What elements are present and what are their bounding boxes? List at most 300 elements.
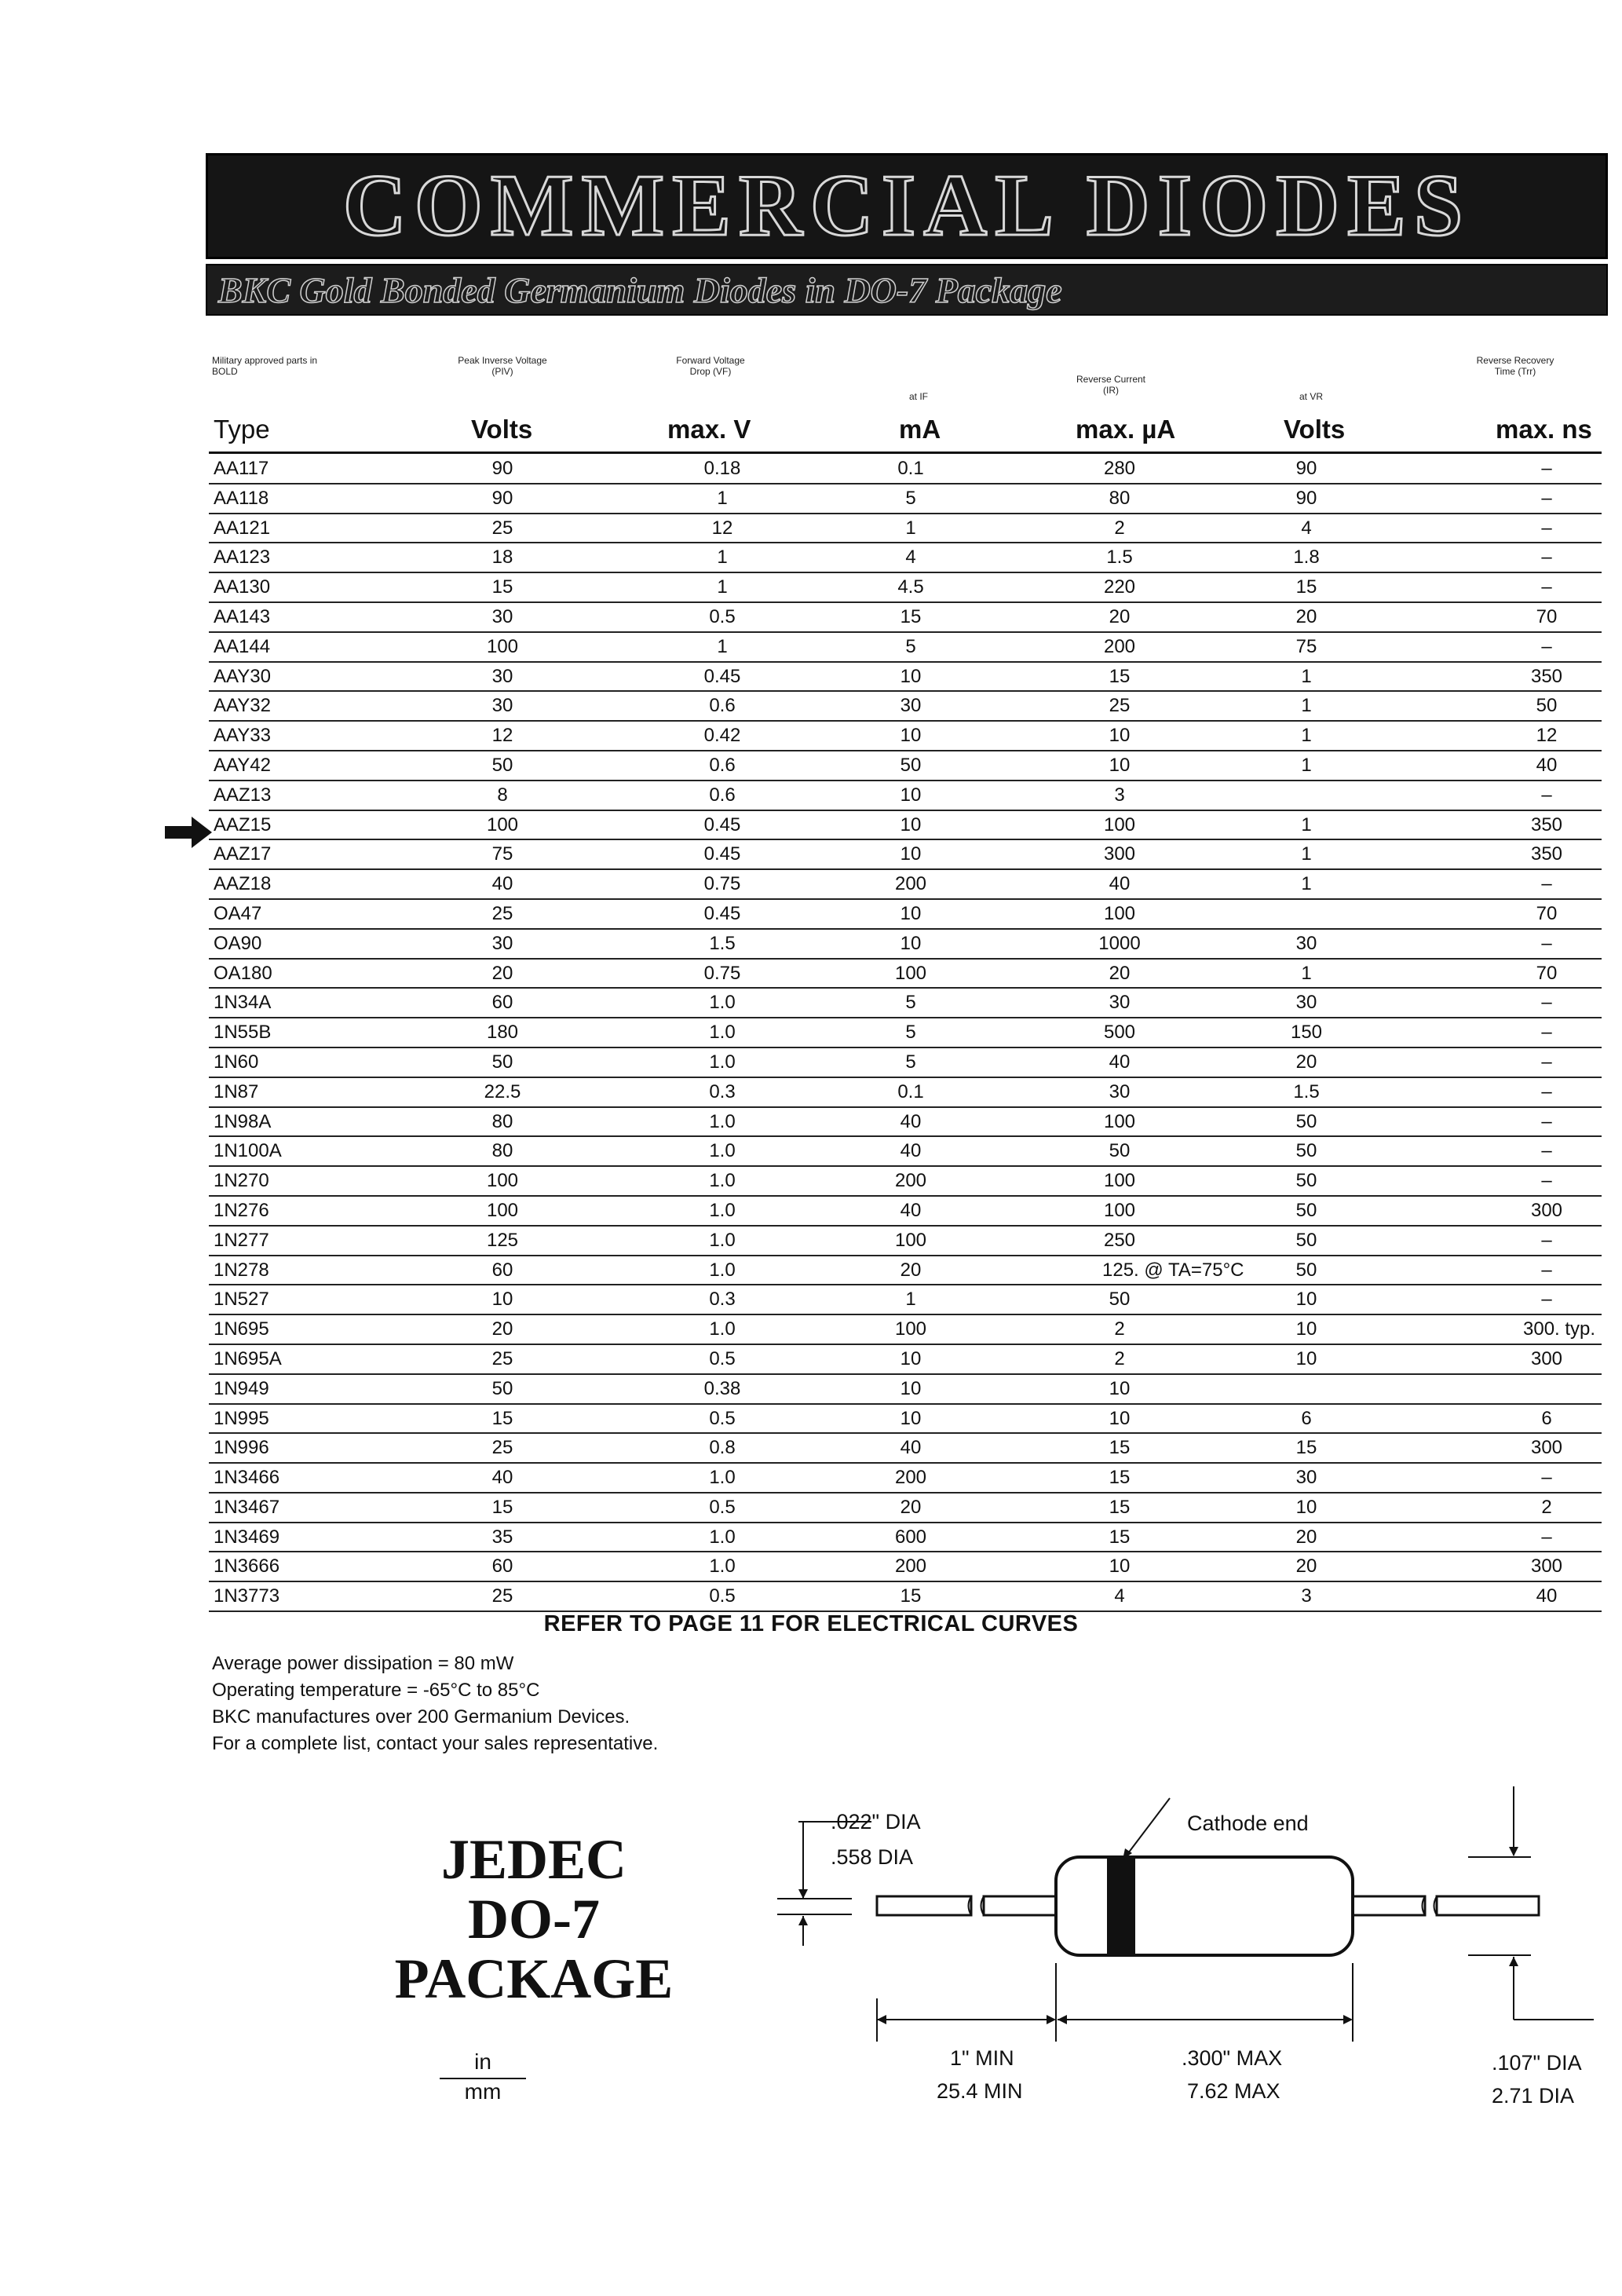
cell-vr: 50 [1295,1140,1317,1162]
cell-trr: 6 [1541,1407,1552,1429]
table-row [209,1256,1602,1286]
cell-type: 1N98A [214,1110,272,1132]
cell-trr: 12 [1536,725,1558,747]
cell-vf: 0.45 [703,902,741,924]
cell-vr: 20 [1295,605,1317,627]
table-row [209,543,1602,573]
cell-vf: 1.5 [709,932,736,954]
cell-trr: 40 [1536,1585,1558,1607]
cell-if: 0.1 [897,1080,924,1102]
cell-piv: 15 [491,1407,513,1429]
cell-vr: 10 [1295,1289,1317,1311]
cell-type: AAY42 [214,754,271,776]
cell-ir: 10 [1109,754,1131,776]
table-row [209,1582,1602,1612]
cell-vf: 0.5 [709,1585,736,1607]
table-row [209,573,1602,603]
cell-vr: 10 [1295,1496,1317,1518]
cell-vr: 150 [1290,1022,1323,1044]
cell-vr: 1 [1301,725,1312,747]
table-row [209,751,1602,781]
cell-ir: 280 [1103,458,1136,479]
cell-piv: 15 [491,576,513,598]
cell-piv: 125 [486,1229,519,1251]
cell-piv: 100 [486,1199,519,1221]
cell-trr: 70 [1536,962,1558,984]
cell-ir: 10 [1109,1377,1131,1399]
cell-vr: 1 [1301,813,1312,835]
package-line-jedec: JEDEC [440,1828,627,1891]
subtitle-banner [206,264,1608,316]
cell-if: 1 [905,517,916,539]
cell-piv: 25 [491,902,513,924]
cell-vf: 1.0 [709,1110,736,1132]
cell-trr: 40 [1536,754,1558,776]
cell-ir: 15 [1109,1467,1131,1489]
cell-trr: – [1541,487,1552,509]
dim-body-dia-mm: 2.71 DIA [1492,2084,1575,2108]
cell-vr: 30 [1295,932,1317,954]
table-row [209,989,1602,1018]
cell-vf: 0.5 [709,1407,736,1429]
cell-vf: 1.0 [709,1170,736,1192]
unit-trr: max. ns [1496,415,1592,444]
note-manufactures: BKC manufactures over 200 Germanium Devices. [212,1706,630,1727]
cell-vr: 75 [1295,635,1317,657]
cell-piv: 35 [491,1526,513,1548]
cell-trr: 350 [1530,813,1563,835]
cell-ir: 2 [1114,517,1125,539]
cell-trr: – [1541,1080,1552,1102]
table-row [209,663,1602,693]
cell-piv: 12 [491,725,513,747]
cell-type: 1N60 [214,1051,259,1073]
cell-ir: 10 [1109,1407,1131,1429]
cell-vr: 1.8 [1293,547,1320,569]
title-banner [206,153,1608,259]
cell-type: 1N278 [214,1259,269,1281]
banner-title: COMMERCIAL DIODES [342,157,1471,254]
cell-vf: 0.75 [703,962,741,984]
cell-piv: 22.5 [484,1080,521,1102]
cell-trr: 350 [1530,843,1563,865]
cell-if: 10 [900,843,922,865]
cell-if: 1 [905,1289,916,1311]
cell-vf: 0.6 [709,754,736,776]
cell-type: AAY32 [214,695,271,717]
cell-type: 1N34A [214,992,272,1014]
cell-vf: 0.5 [709,1347,736,1369]
cell-vr: 1 [1301,754,1312,776]
dim-body-dia-in: .107" DIA [1492,2051,1582,2075]
cell-vr: 1 [1301,843,1312,865]
cell-vf: 0.45 [703,843,741,865]
cell-trr: – [1541,458,1552,479]
cell-ir: 25 [1109,695,1131,717]
cell-type: OA180 [214,962,272,984]
cell-type: 1N3666 [214,1556,280,1578]
cell-piv: 90 [491,458,513,479]
cell-vr: 50 [1295,1170,1317,1192]
unit-type: Type [214,415,270,444]
cell-piv: 25 [491,1585,513,1607]
package-title [338,1830,730,2009]
table-row [209,1523,1602,1553]
table-row [209,692,1602,722]
package-line-package: PACKAGE [394,1947,674,2010]
cell-vr: 10 [1295,1318,1317,1340]
cell-vf: 1.0 [709,1051,736,1073]
cell-type: OA47 [214,902,262,924]
cell-if: 100 [894,1229,927,1251]
cell-vf: 1.0 [709,1467,736,1489]
cell-piv: 75 [491,843,513,865]
cell-vr: 50 [1295,1110,1317,1132]
cell-if: 15 [900,605,922,627]
unit-vf: max. V [667,415,751,444]
cell-if: 40 [900,1199,922,1221]
cell-ir: 3 [1114,784,1125,806]
cell-vf: 1.0 [709,1229,736,1251]
cell-vf: 1 [717,487,728,509]
cell-vr: 20 [1295,1051,1317,1073]
table-row [209,1493,1602,1523]
dim-lead-len-in: 1" MIN [950,2046,1014,2070]
cell-vf: 1.0 [709,1199,736,1221]
cell-piv: 90 [491,487,513,509]
unit-legend [440,2049,526,2104]
cell-vf: 0.45 [703,665,741,687]
table-row [209,1315,1602,1345]
cell-ir: 100 [1103,902,1136,924]
dim-lead-dia-in: .022" DIA [831,1810,921,1834]
cell-ir: 50 [1109,1140,1131,1162]
cell-if: 30 [900,695,922,717]
cell-ir: 300 [1103,843,1136,865]
table-row [209,1197,1602,1227]
cell-piv: 50 [491,754,513,776]
cell-piv: 100 [486,1170,519,1192]
cell-vf: 1.0 [709,1022,736,1044]
cell-vf: 1 [717,576,728,598]
cell-vf: 1 [717,635,728,657]
cell-type: 1N695 [214,1318,269,1340]
cell-piv: 100 [486,813,519,835]
cell-vf: 0.6 [709,695,736,717]
table-row [209,1345,1602,1375]
cell-vf: 0.18 [703,458,741,479]
cell-type: 1N87 [214,1080,259,1102]
cell-trr: – [1541,1022,1552,1044]
cell-if: 5 [905,1022,916,1044]
dim-lead-dia-mm: .558 DIA [831,1845,914,1869]
cell-trr: – [1541,1229,1552,1251]
cell-trr: 300 [1530,1347,1563,1369]
cell-if: 5 [905,992,916,1014]
unit-if: mA [899,415,941,444]
cell-vf: 0.3 [709,1080,736,1102]
cell-type: 1N3469 [214,1526,280,1548]
cell-trr: 2 [1541,1496,1552,1518]
cell-vr: 90 [1295,458,1317,479]
table-row [209,870,1602,900]
cell-if: 10 [900,1377,922,1399]
cell-piv: 60 [491,992,513,1014]
cell-type: 1N55B [214,1022,272,1044]
cell-trr: 300 [1530,1437,1563,1459]
cell-piv: 80 [491,1140,513,1162]
cell-vf: 0.42 [703,725,741,747]
cell-vf: 0.6 [709,784,736,806]
cell-ir: 2 [1114,1347,1125,1369]
table-row [209,722,1602,751]
cell-if: 200 [894,1467,927,1489]
cell-if: 10 [900,784,922,806]
cell-trr: 300 [1530,1556,1563,1578]
cell-vr: 30 [1295,1467,1317,1489]
cell-trr: – [1541,1526,1552,1548]
table-row [209,960,1602,989]
cell-if: 100 [894,1318,927,1340]
cell-if: 40 [900,1437,922,1459]
table-row [209,1405,1602,1435]
unit-vr: Volts [1284,415,1346,444]
cell-if: 10 [900,725,922,747]
cell-ir: 1000 [1098,932,1141,954]
cell-vr: 1 [1301,695,1312,717]
refer-note: REFER TO PAGE 11 FOR ELECTRICAL CURVES [543,1611,1079,1636]
cell-trr: 300. typ. [1523,1318,1596,1340]
cell-vr: 1.5 [1293,1080,1320,1102]
cell-ir: 220 [1103,576,1136,598]
table-row [209,1018,1602,1048]
table-row [209,603,1602,633]
note-power: Average power dissipation = 80 mW [212,1653,514,1674]
cell-vr: 4 [1301,517,1312,539]
cell-type: AAZ18 [214,873,272,895]
table-row [209,1108,1602,1138]
cell-ir: 100 [1103,813,1136,835]
cell-type: 1N949 [214,1377,269,1399]
cell-type: 1N695A [214,1347,282,1369]
cell-trr: 70 [1536,605,1558,627]
cell-piv: 100 [486,635,519,657]
cell-piv: 30 [491,932,513,954]
cell-ir: 100 [1103,1110,1136,1132]
cell-piv: 50 [491,1051,513,1073]
table-row [209,1078,1602,1108]
cell-trr: – [1541,1110,1552,1132]
cell-type: AA143 [214,605,271,627]
cell-if: 40 [900,1110,922,1132]
cell-if: 0.1 [897,458,924,479]
cell-ir: 40 [1109,873,1131,895]
cell-trr: – [1541,517,1552,539]
cell-piv: 40 [491,873,513,895]
cell-trr: – [1541,576,1552,598]
cell-if: 4 [905,547,916,569]
cell-vf: 0.75 [703,873,741,895]
table-row [209,1552,1602,1582]
cell-piv: 25 [491,1437,513,1459]
cell-type: AA121 [214,517,271,539]
table-row [209,840,1602,870]
note-contact: For a complete list, contact your sales representative. [212,1733,659,1754]
table-row [209,514,1602,544]
header-ir: Reverse Current (IR) [1076,374,1146,396]
cell-type: 1N995 [214,1407,269,1429]
cell-type: 1N3773 [214,1585,280,1607]
arrow-pointer-icon [165,817,214,848]
cell-vr: 20 [1295,1526,1317,1548]
cell-piv: 40 [491,1467,513,1489]
cell-ir: 100 [1103,1199,1136,1221]
cell-vr: 50 [1295,1199,1317,1221]
cell-if: 200 [894,873,927,895]
table-row [209,1137,1602,1167]
cell-type: AAZ15 [214,813,272,835]
cell-ir: 1.5 [1106,547,1133,569]
cell-vr: 1 [1301,665,1312,687]
cell-piv: 25 [491,517,513,539]
cell-if: 10 [900,813,922,835]
cell-piv: 20 [491,962,513,984]
cell-vf: 1.0 [709,1526,736,1548]
cell-vf: 0.8 [709,1437,736,1459]
subbanner-title: BKC Gold Bonded Germanium Diodes in DO-7 Package [218,269,1062,310]
table-row [209,900,1602,930]
cell-type: AAY30 [214,665,271,687]
cell-vr: 30 [1295,992,1317,1014]
cell-piv: 18 [491,547,513,569]
cell-piv: 30 [491,665,513,687]
cell-if: 20 [900,1259,922,1281]
table-row [209,484,1602,514]
cell-ir: 200 [1103,635,1136,657]
cell-if: 10 [900,932,922,954]
cell-type: AAZ17 [214,843,272,865]
diode-table [209,455,1602,1612]
cell-piv: 50 [491,1377,513,1399]
cell-ir: 15 [1109,1526,1131,1548]
note-temperature: Operating temperature = -65°C to 85°C [212,1680,540,1701]
table-top-rule [209,452,1602,454]
cell-if: 40 [900,1140,922,1162]
cell-piv: 8 [497,784,508,806]
cell-if: 200 [894,1556,927,1578]
table-row [209,1434,1602,1464]
package-line-do7: DO-7 [468,1888,600,1951]
cell-vf: 1.0 [709,1318,736,1340]
cell-ir: 4 [1114,1585,1125,1607]
cell-trr: – [1541,784,1552,806]
cell-piv: 60 [491,1259,513,1281]
cell-vr: 1 [1301,873,1312,895]
cell-ir: 30 [1109,1080,1131,1102]
cell-type: 1N3466 [214,1467,280,1489]
cell-piv: 25 [491,1347,513,1369]
cell-if: 20 [900,1496,922,1518]
cell-if: 5 [905,1051,916,1073]
cell-vr: 3 [1301,1585,1312,1607]
unit-legend-in: in [440,2049,526,2079]
cell-ir: 100 [1103,1170,1136,1192]
cell-trr: – [1541,992,1552,1014]
cell-ir: 40 [1109,1051,1131,1073]
cell-type: AA123 [214,547,271,569]
cell-vr: 6 [1301,1407,1312,1429]
cell-vf: 1.0 [709,1556,736,1578]
cell-if: 5 [905,635,916,657]
cell-vr: 1 [1301,962,1312,984]
unit-piv: Volts [471,415,533,444]
cell-ir: 10 [1109,725,1131,747]
cell-vr: 15 [1295,576,1317,598]
cell-ir: 15 [1109,665,1131,687]
cell-if: 600 [894,1526,927,1548]
cell-type: AAY33 [214,725,271,747]
header-piv: Peak Inverse Voltage (PIV) [458,355,547,377]
table-row [209,455,1602,484]
cell-type: 1N277 [214,1229,269,1251]
cell-if: 15 [900,1585,922,1607]
table-row [209,811,1602,841]
cell-ir: 20 [1109,962,1131,984]
cell-if: 10 [900,902,922,924]
cell-trr: – [1541,873,1552,895]
cell-trr: 50 [1536,695,1558,717]
cell-type: 1N527 [214,1289,269,1311]
cell-trr: 70 [1536,902,1558,924]
cell-vf: 12 [711,517,733,539]
cell-vf: 0.3 [709,1289,736,1311]
cell-trr: – [1541,1140,1552,1162]
cell-piv: 30 [491,695,513,717]
cell-ir: 30 [1109,992,1131,1014]
table-row [209,1464,1602,1493]
cell-vr: 15 [1295,1437,1317,1459]
cell-if: 10 [900,665,922,687]
table-row [209,1375,1602,1405]
cell-ir: 15 [1109,1496,1131,1518]
military-note: Military approved parts in BOLD [212,355,318,377]
cell-piv: 15 [491,1496,513,1518]
cell-vf: 1 [717,547,728,569]
cell-ir: 50 [1109,1289,1131,1311]
header-at-if: at IF [908,391,928,402]
cell-if: 100 [894,962,927,984]
cell-if: 4.5 [897,576,924,598]
cell-type: AAZ13 [214,784,272,806]
cell-vf: 1.0 [709,992,736,1014]
cell-ir: 125. @ TA=75°C [1102,1259,1244,1281]
cell-type: 1N270 [214,1170,269,1192]
cell-trr: – [1541,1289,1552,1311]
table-row [209,1227,1602,1256]
cell-type: AA117 [214,458,269,479]
cell-piv: 20 [491,1318,513,1340]
cell-type: 1N100A [214,1140,282,1162]
cell-vr: 10 [1295,1347,1317,1369]
dim-cathode-label: Cathode end [1187,1812,1309,1835]
cell-trr: – [1541,635,1552,657]
cell-trr: – [1541,547,1552,569]
cell-trr: 350 [1530,665,1563,687]
cell-type: 1N996 [214,1437,269,1459]
cell-trr: – [1541,1170,1552,1192]
notes [212,1651,658,1757]
cell-ir: 20 [1109,605,1131,627]
